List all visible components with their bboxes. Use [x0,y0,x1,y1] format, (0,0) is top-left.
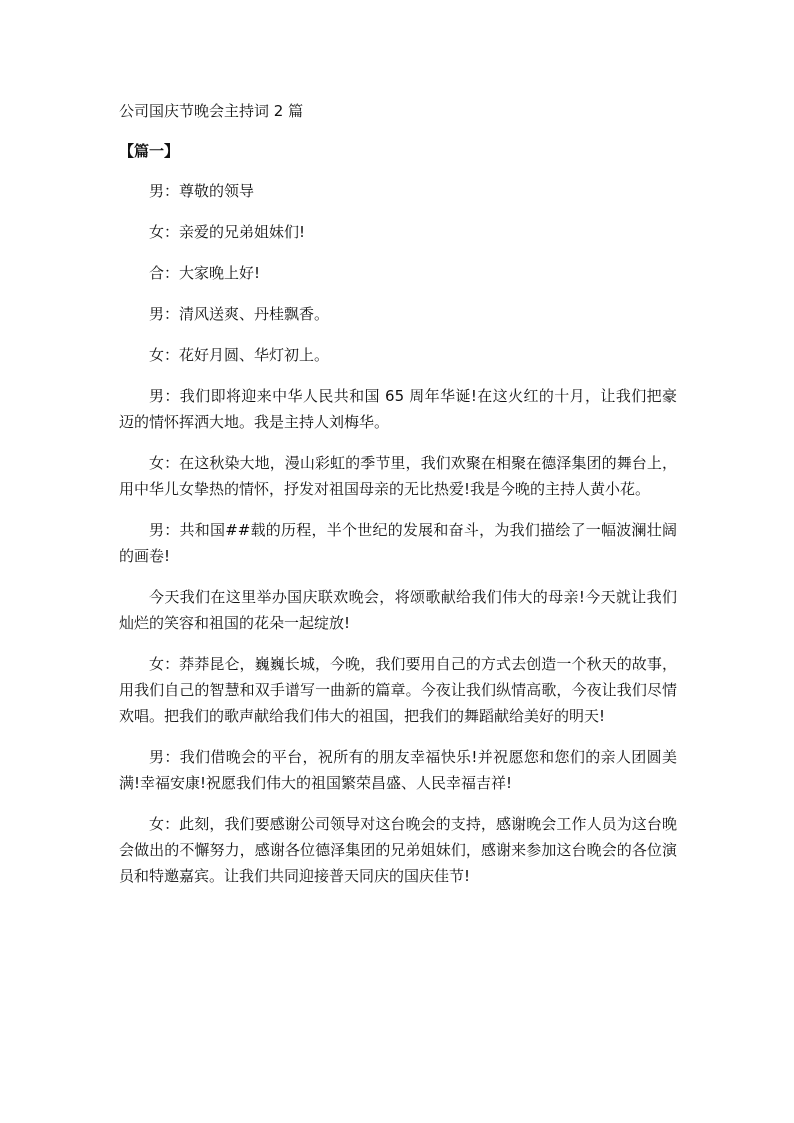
paragraph: 男：我们即将迎来中华人民共和国 65 周年华诞!在这火红的十月，让我们把豪迈的情怀挥洒大地。我是主持人刘梅华。 [119,387,677,431]
paragraph: 女：此刻，我们要感谢公司领导对这台晚会的支持，感谢晚会工作人员为这台晚会做出的不懈努力，感谢各位德泽集团的兄弟姐妹们，感谢来参加这台晚会的各位演员和特邀嘉宾。让我们共同迎接普天同庆的国庆佳节! [119,815,677,885]
paragraph: 男：清风送爽、丹桂飘香。 [149,305,330,323]
document-body [119,98,677,889]
paragraph: 合：大家晚上好! [149,264,261,282]
paragraph: 男：我们借晚会的平台，祝所有的朋友幸福快乐!并祝愿您和您们的亲人团圆美满!幸福安康!祝愿我们伟大的祖国繁荣昌盛、人民幸福吉祥! [119,748,677,792]
paragraph: 女：花好月圆、华灯初上。 [149,346,330,364]
paragraph: 男：共和国##载的历程，半个世纪的发展和奋斗，为我们描绘了一幅波澜壮阔的画卷! [119,521,677,565]
paragraph: 女：亲爱的兄弟姐妹们! [149,223,306,241]
paragraph: 男：尊敬的领导 [149,182,255,200]
paragraph: 今天我们在这里举办国庆联欢晚会，将颂歌献给我们伟大的母亲!今天就让我们灿烂的笑容和祖国的花朵一起绽放! [119,588,677,632]
paragraph: 女：在这秋染大地，漫山彩虹的季节里，我们欢聚在相聚在德泽集团的舞台上，用中华儿女挚热的情怀，抒发对祖国母亲的无比热爱!我是今晚的主持人黄小花。 [119,454,677,498]
paragraph: 女：莽莽昆仑，巍巍长城，今晚，我们要用自己的方式去创造一个秋天的故事，用我们自己的智慧和双手谱写一曲新的篇章。今夜让我们纵情高歌，今夜让我们尽情欢唱。把我们的歌声献给我们伟大的祖国，把我们的舞蹈献给美好的明天! [119,655,677,725]
section-heading: 【篇一】 [119,142,180,160]
document-title: 公司国庆节晚会主持词 2 篇 [119,102,304,120]
